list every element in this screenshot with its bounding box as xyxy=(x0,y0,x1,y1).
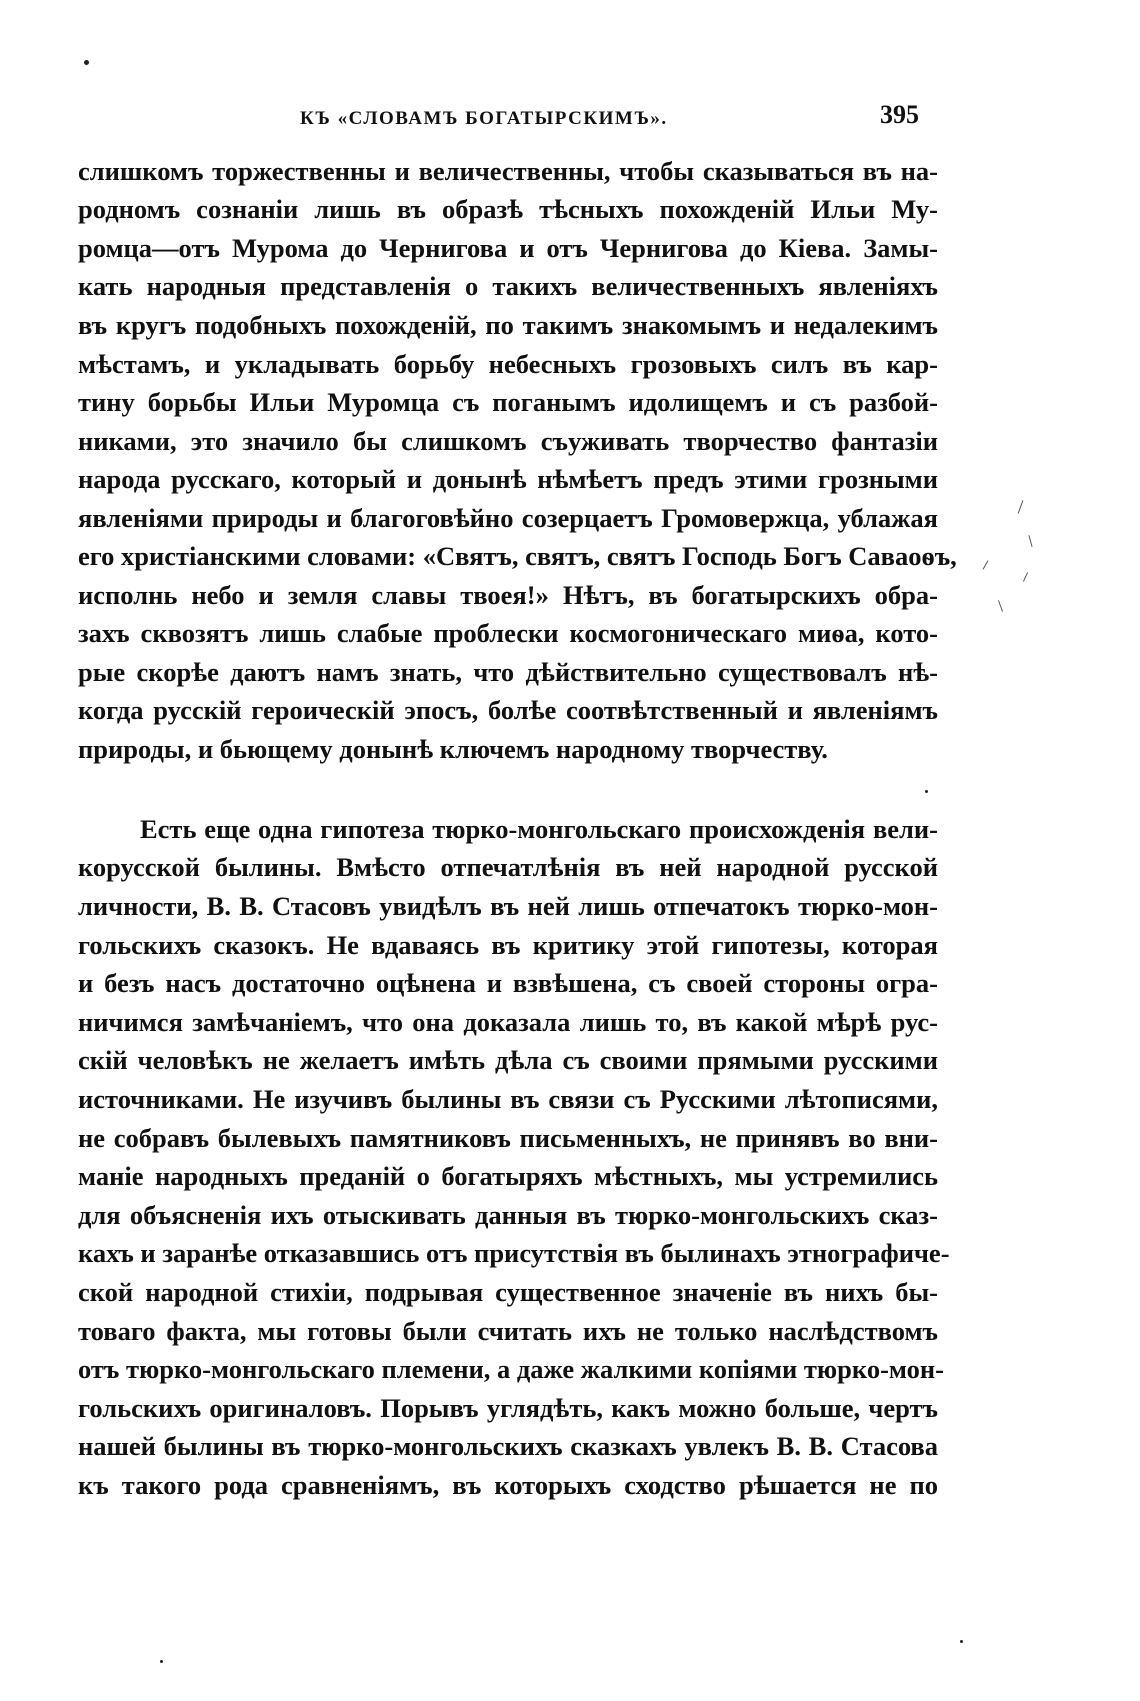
text-line: явленіями природы и благоговѣйно созерцаетъ Громовержца, ублажая xyxy=(78,503,938,533)
scan-mark xyxy=(1023,572,1028,581)
text-line: и безъ насъ достаточно оцѣнена и взвѣшена, съ своей стороны огра- xyxy=(78,968,938,998)
text-line: рые скорѣе даютъ намъ знать, что дѣйствительно существовалъ нѣ- xyxy=(78,657,938,687)
text-line: когда русскій героическій эпосъ, болѣе соотвѣтственный и явленіямъ xyxy=(78,695,938,725)
running-title: КЪ «СЛОВАМЪ БОГАТЫРСКИМЪ». xyxy=(300,108,668,129)
scan-mark xyxy=(1028,535,1032,547)
text-line: гольскихъ сказокъ. Не вдаваясь въ критику этой гипотезы, которая xyxy=(78,930,938,960)
text-line: товаго факта, мы готовы были считать ихъ не только наслѣдствомъ xyxy=(78,1316,938,1346)
text-line: отъ тюрко-монгольскаго племени, а даже жалкими копіями тюрко-мон- xyxy=(78,1354,944,1384)
scan-mark xyxy=(1018,500,1024,513)
text-line: тину борьбы Ильи Муромца съ поганымъ идолищемъ и съ разбой- xyxy=(78,387,938,417)
text-line: источниками. Не изучивъ былины въ связи съ Русскими лѣтописями, xyxy=(78,1084,938,1114)
text-line: личности, В. В. Стасовъ увидѣлъ въ ней лишь отпечатокъ тюрко-мон- xyxy=(78,891,938,921)
text-line: къ такого рода сравненіямъ, въ которыхъ сходство рѣшается не по xyxy=(78,1470,938,1500)
text-line: маніе народныхъ преданій о богатыряхъ мѣстныхъ, мы устремились xyxy=(78,1161,938,1191)
text-line: не собравъ былевыхъ памятниковъ письменныхъ, не принявъ во вни- xyxy=(78,1123,938,1153)
text-line: для объясненія ихъ отыскивать данныя въ тюрко-монгольскихъ сказ- xyxy=(78,1200,938,1230)
text-line: родномъ сознаніи лишь въ образѣ тѣсныхъ похожденій Ильи Му- xyxy=(78,194,938,224)
print-speck xyxy=(84,60,89,65)
text-line: нашей былины въ тюрко-монгольскихъ сказкахъ увлекъ В. В. Стасова xyxy=(78,1431,938,1461)
print-speck xyxy=(925,790,928,793)
page-number: 395 xyxy=(880,100,919,129)
text-line: ромца—отъ Мурома до Чернигова и отъ Чернигова до Кіева. Замы- xyxy=(78,233,938,263)
print-speck xyxy=(960,1640,963,1643)
text-line: слишкомъ торжественны и величественны, чтобы сказываться въ на- xyxy=(78,156,938,186)
text-line: исполнь небо и земля славы твоея!» Нѣтъ, въ богатырскихъ обра- xyxy=(78,580,938,610)
text-line: кать народныя представленія о такихъ величественныхъ явленіяхъ xyxy=(78,271,938,301)
text-line: въ кругъ подобныхъ похожденій, по такимъ знакомымъ и недалекимъ xyxy=(78,310,938,340)
text-line: народа русскаго, который и донынѣ нѣмѣетъ предъ этими грозными xyxy=(78,464,938,494)
print-speck xyxy=(160,1660,163,1663)
text-line: скій человѣкъ не желаетъ имѣть дѣла съ своими прямыми русскими xyxy=(78,1045,938,1075)
text-line: природы, и бьющему донынѣ ключемъ народному творчеству. xyxy=(78,734,828,764)
text-line: захъ сквозятъ лишь слабые проблески космогоническаго миѳа, кото- xyxy=(78,618,938,648)
text-line: никами, это значило бы слишкомъ съуживать творчество фантазіи xyxy=(78,426,938,456)
text-line: его христіанскими словами: «Святъ, святъ, святъ Господь Богъ Саваоѳъ, xyxy=(78,541,957,571)
text-line: ничимся замѣчаніемъ, что она доказала лишь то, въ какой мѣрѣ рус- xyxy=(78,1007,938,1037)
scan-mark xyxy=(998,600,1003,612)
text-line: гольскихъ оригиналовъ. Порывъ углядѣть, какъ можно больше, чертъ xyxy=(78,1393,938,1423)
text-line: корусской былины. Вмѣсто отпечатлѣнія въ ней народной русской xyxy=(78,852,938,882)
text-line: ской народной стихіи, подрывая существенное значеніе въ нихъ бы- xyxy=(78,1277,938,1307)
text-line: Есть еще одна гипотеза тюрко-монгольскаго происхожденія вели- xyxy=(140,814,938,844)
text-line: кахъ и заранѣе отказавшись отъ присутствія въ былинахъ этнографиче- xyxy=(78,1238,950,1268)
text-line: мѣстамъ, и укладывать борьбу небесныхъ грозовыхъ силъ въ кар- xyxy=(78,349,938,379)
scan-mark xyxy=(983,560,989,569)
